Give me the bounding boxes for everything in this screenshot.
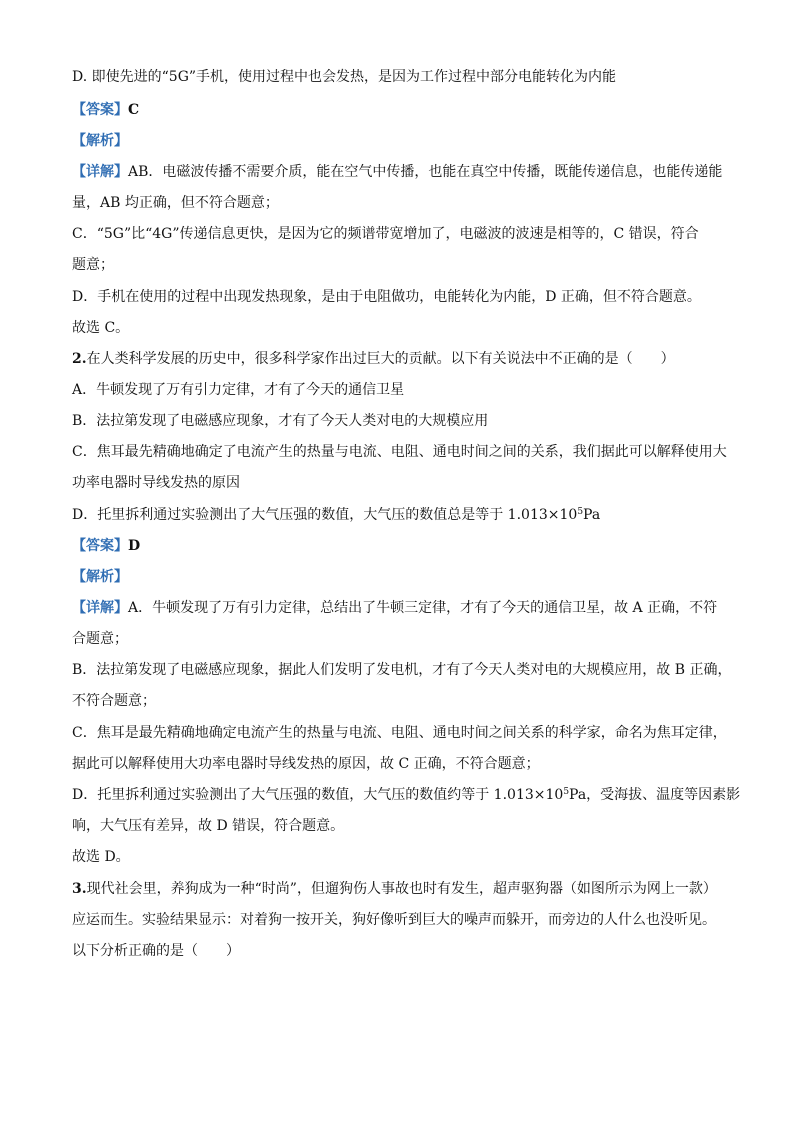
question-text: 现代社会里，养狗成为一种“时尚”，但遛狗伤人事故也时有发生，超声驱狗器（如图所示为网上一款） [86,881,717,897]
detail-tag: 【详解】 [72,164,128,180]
answer-tag: 【答案】 [72,102,128,118]
q2-detail-line-8: 响，大气压有差异，故 D 错误，符合题意。 [72,818,345,834]
q1-detail-line-1 [72,163,722,181]
q2-detail-line-7 [72,786,740,804]
answer-value: D [128,538,141,554]
q2-stem [72,350,675,368]
answer-value: C [128,102,140,118]
option-d-text: D．托里拆利通过实验测出了大气压强的数值，大气压的数值总是等于 1.013×10 [72,507,578,523]
detail-text: A．牛顿发现了万有引力定律，总结出了牛顿三定律，才有了今天的通信卫星，故 A 正确，不符 [128,600,718,616]
q2-analysis-tag [72,568,128,586]
option-d-exponent: 5 [577,507,584,517]
q2-detail-line-1 [72,599,717,617]
detail-text: D．托里拆利通过实验测出了大气压强的数值，大气压的数值约等于 1.013×10 [72,787,564,803]
q2-option-d [72,506,600,524]
q2-detail-line-5: C．焦耳是最先精确地确定电流产生的热量与电流、电阻、通电时间之间关系的科学家，命名为焦耳定律， [72,725,727,741]
q2-detail-line-6: 据此可以解释使用大功率电器时导线发热的原因，故 C 正确，不符合题意； [72,756,540,772]
q2-detail-line-2: 合题意； [72,631,128,647]
q3-stem-line-2: 应运而生。实验结果显示：对着狗一按开关，狗好像听到巨大的噪声而躲开，而旁边的人什么也没听见。 [72,912,716,928]
option-d-unit: Pa [583,507,601,523]
q1-detail-line-2: 量，AB 均正确，但不符合题意； [72,195,279,211]
analysis-tag: 【解析】 [72,569,128,585]
q2-option-c-line-2: 功率电器时导线发热的原因 [72,475,240,491]
q1-option-d: D. 即使先进的“5G”手机，使用过程中也会发热，是因为工作过程中部分电能转化为内能 [72,69,617,85]
q2-option-a: A．牛顿发现了万有引力定律，才有了今天的通信卫星 [72,382,405,398]
q2-option-b: B．法拉第发现了电磁感应现象，才有了今天人类对电的大规模应用 [72,413,489,429]
q1-detail-line-5: D．手机在使用的过程中出现发热现象，是由于电阻做功，电能转化为内能，D 正确，但不符合题意。 [72,289,701,305]
q2-answer [72,537,140,555]
q2-detail-line-4: 不符合题意； [72,693,156,709]
analysis-tag: 【解析】 [72,133,128,149]
detail-tag: 【详解】 [72,600,128,616]
q2-option-c-line-1: C．焦耳最先精确地确定了电流产生的热量与电流、电阻、通电时间之间的关系，我们据此可以解释使用大 [72,444,727,460]
detail-text: AB．电磁波传播不需要介质，能在空气中传播，也能在真空中传播，既能传递信息，也能传递能 [128,164,723,180]
q1-conclusion: 故选 C。 [72,320,130,336]
q2-conclusion: 故选 D。 [72,849,130,865]
detail-text-continued: Pa，受海拔、温度等因素影 [569,787,741,803]
q3-stem-line-3: 以下分析正确的是（ ） [72,943,240,959]
question-number: 3. [72,881,87,897]
q2-detail-line-3: B．法拉第发现了电磁感应现象，据此人们发明了发电机，才有了今天人类对电的大规模应用，故 B 正确， [72,662,732,678]
question-number: 2. [72,351,87,367]
q1-detail-line-4: 题意； [72,257,114,273]
answer-tag: 【答案】 [72,538,128,554]
detail-exponent: 5 [563,787,570,797]
q1-detail-line-3: C．“5G”比“4G”传递信息更快，是因为它的频谱带宽增加了，电磁波的波速是相等的，C 错误，符合 [72,226,699,242]
q1-analysis-tag [72,132,128,150]
q1-answer [72,101,139,119]
q3-stem-line-1 [72,880,717,898]
question-text: 在人类科学发展的历史中，很多科学家作出过巨大的贡献。以下有关说法中不正确的是（ ） [86,351,675,367]
